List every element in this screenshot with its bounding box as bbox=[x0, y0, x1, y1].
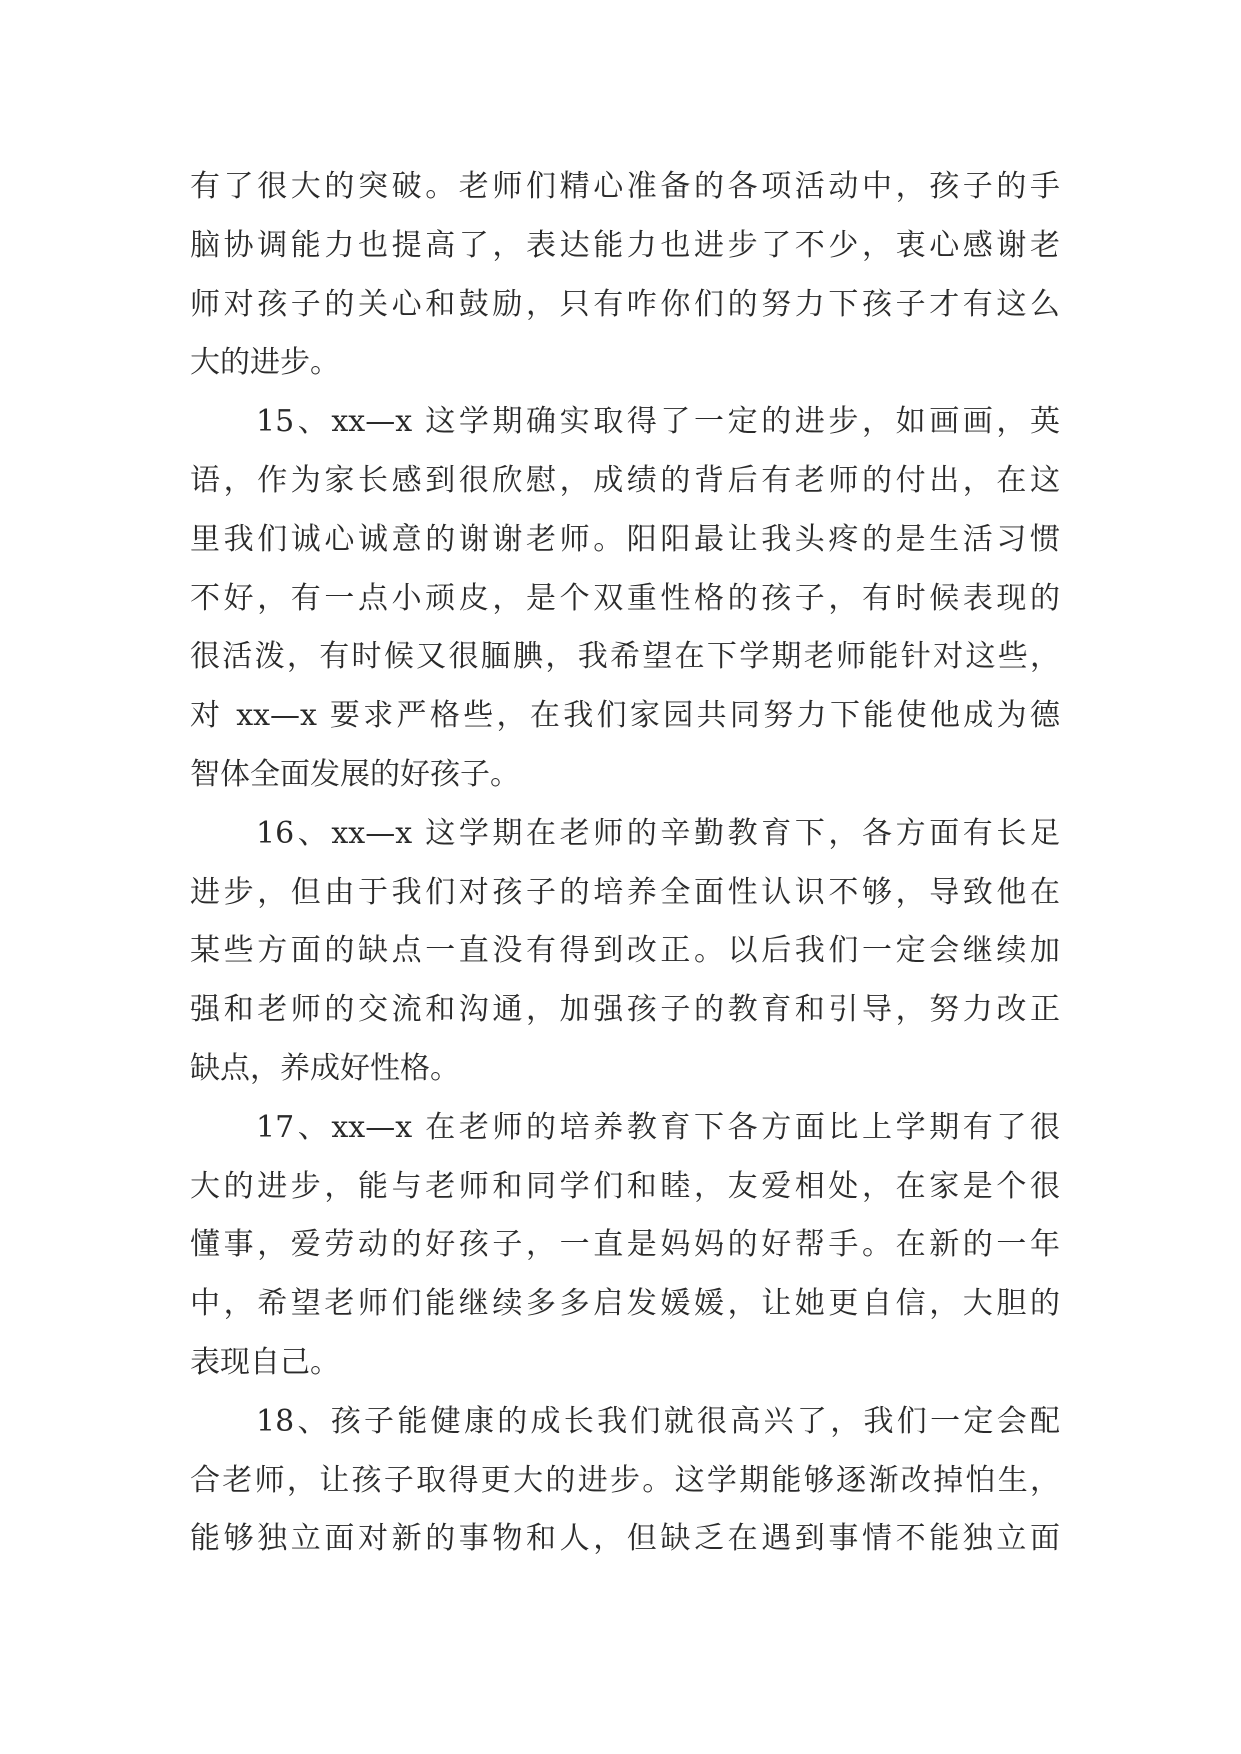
text-line: 懂事，爱劳动的好孩子，一直是妈妈的好帮手。在新的一年 bbox=[190, 1227, 1060, 1263]
text-line: 能够独立面对新的事物和人，但缺乏在遇到事情不能独立面 bbox=[190, 1521, 1060, 1557]
text-line: 合老师，让孩子取得更大的进步。这学期能够逐渐改掉怕生， bbox=[190, 1462, 1060, 1498]
text-line: 师对孩子的关心和鼓励，只有咋你们的努力下孩子才有这么 bbox=[190, 286, 1060, 322]
paragraph-start-17: 17、xx—x 在老师的培养教育下各方面比上学期有了很 bbox=[256, 1109, 1060, 1145]
text-line: 缺点，养成好性格。 bbox=[190, 1050, 460, 1086]
text-line: 里我们诚心诚意的谢谢老师。阳阳最让我头疼的是生活习惯 bbox=[190, 521, 1060, 557]
text-line: 智体全面发展的好孩子。 bbox=[190, 756, 520, 792]
text-line: 脑协调能力也提高了，表达能力也进步了不少，衷心感谢老 bbox=[190, 227, 1060, 263]
text-line: 有了很大的突破。老师们精心准备的各项活动中，孩子的手 bbox=[190, 169, 1060, 204]
paragraph-start-18: 18、孩子能健康的成长我们就很高兴了，我们一定会配 bbox=[256, 1403, 1060, 1439]
text-line: 对 xx—x 要求严格些，在我们家园共同努力下能使他成为德 bbox=[190, 698, 1060, 734]
text-line: 大的进步，能与老师和同学们和睦，友爱相处，在家是个很 bbox=[190, 1168, 1060, 1204]
text-line: 语，作为家长感到很欣慰，成绩的背后有老师的付出，在这 bbox=[190, 462, 1060, 498]
text-line: 很活泼，有时候又很腼腆，我希望在下学期老师能针对这些， bbox=[190, 639, 1060, 675]
paragraph-start-15: 15、xx—x 这学期确实取得了一定的进步，如画画，英 bbox=[256, 404, 1060, 440]
text-line: 进步，但由于我们对孩子的培养全面性认识不够，导致他在 bbox=[190, 874, 1060, 910]
text-line: 强和老师的交流和沟通，加强孩子的教育和引导，努力改正 bbox=[190, 992, 1060, 1028]
text-line: 中，希望老师们能继续多多启发媛媛，让她更自信，大胆的 bbox=[190, 1286, 1060, 1322]
text-line: 不好，有一点小顽皮，是个双重性格的孩子，有时候表现的 bbox=[190, 580, 1060, 616]
paragraph-start-16: 16、xx—x 这学期在老师的辛勤教育下，各方面有长足 bbox=[256, 815, 1060, 851]
text-line: 某些方面的缺点一直没有得到改正。以后我们一定会继续加 bbox=[190, 933, 1060, 969]
text-line: 大的进步。 bbox=[190, 345, 340, 381]
document-body bbox=[190, 158, 1060, 1569]
text-line: 表现自己。 bbox=[190, 1344, 340, 1380]
